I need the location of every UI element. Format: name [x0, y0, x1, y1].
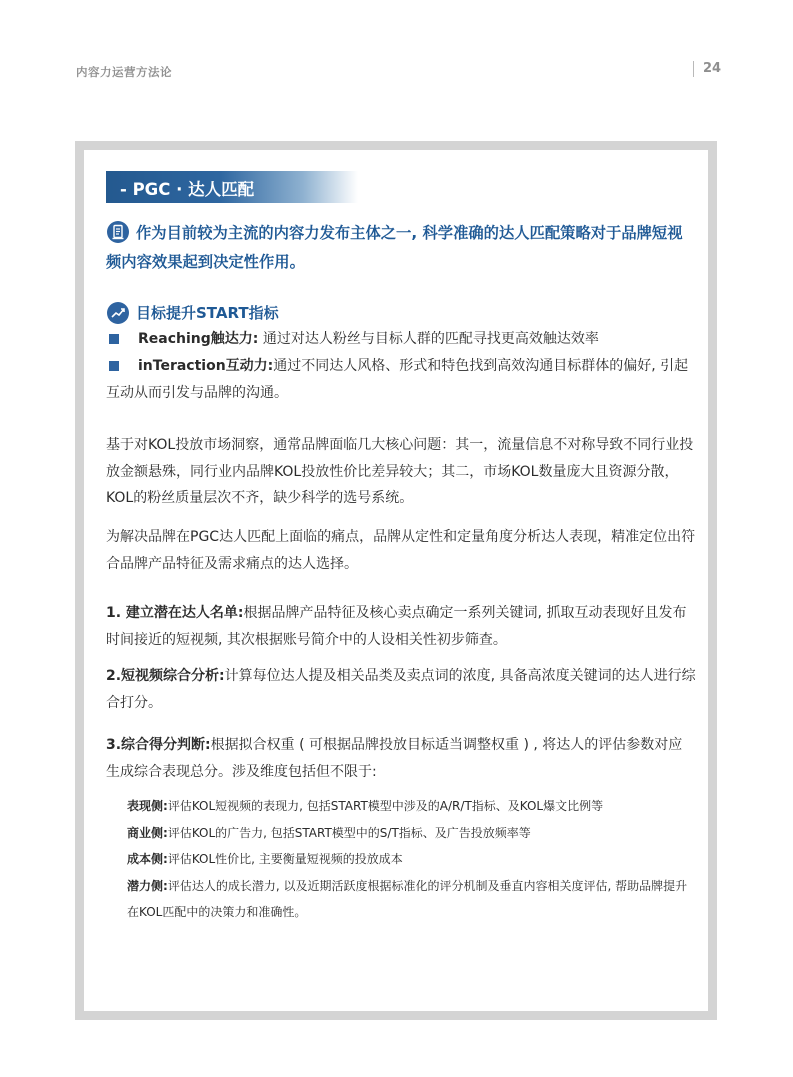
intro-statement: 作为目前较为主流的内容力发布主体之一, 科学准确的达人匹配策略对于品牌短视频内容效果起到决定性作用。: [106, 224, 683, 271]
paragraph-market-insight: 基于对KOL投放市场洞察，通常品牌面临几大核心问题：其一，流量信息不对称导致不同行业投放金额悬殊，同行业内品牌KOL投放性价比差异较大；其二，市场KOL数量庞大且资源分散，KOL的粉丝质量层次不齐，缺少科学的选号系统。: [106, 437, 694, 506]
header-divider: [693, 61, 694, 77]
dimension-label: 成本侧:: [127, 852, 168, 866]
bullet-item-reaching: [106, 326, 696, 353]
dimension-commercial: [127, 820, 692, 846]
dimension-text: 评估KOL的广告力, 包括START模型中的S/T指标、及广告投放频率等: [167, 826, 531, 840]
bullet-label: Reaching触达力:: [138, 331, 259, 347]
bullet-square-icon: [109, 334, 119, 344]
bullet-text: 通过不同达人风格、形式和特色找到高效沟通目标群体的偏好, 引起互动从而引发与品牌的沟通。: [106, 358, 689, 401]
step-text: 计算每位达人提及相关品类及卖点词的浓度, 具备高浓度关键词的达人进行综合打分。: [106, 668, 696, 711]
paragraph-solution: 为解决品牌在PGC达人匹配上面临的痛点，品牌从定性和定量角度分析达人表现，精准定位出符合品牌产品特征及需求痛点的达人选择。: [106, 529, 696, 572]
growth-chart-icon: [107, 302, 129, 324]
page-header-title: 内容力运营方法论: [76, 65, 172, 79]
step-label: 2.短视频综合分析:: [106, 668, 225, 684]
dimension-text: 评估达人的成长潜力, 以及近期活跃度根据标准化的评分机制及垂直内容相关度评估, 帮助品牌提升在KOL匹配中的决策力和准确性。: [127, 879, 688, 919]
bullet-item-interaction: [106, 353, 696, 406]
step-text: 根据拟合权重 ( 可根据品牌投放目标适当调整权重 ) , 将达人的评估参数对应生成综合表现总分。涉及维度包括但不限于:: [106, 737, 683, 780]
step-text: 根据品牌产品特征及核心卖点确定一系列关键词, 抓取互动表现好且发布时间接近的短视频, 其次根据账号简介中的人设相关性初步筛查。: [106, 605, 687, 648]
dimension-label: 表现侧:: [127, 799, 168, 813]
dimension-text: 评估KOL短视频的表现力, 包括START模型中涉及的A/R/T指标、及KOL爆文比例等: [167, 799, 604, 813]
step-1: [106, 600, 696, 653]
section-banner: [106, 171, 358, 203]
dimension-cost: [127, 846, 692, 872]
bullet-label: inTeraction互动力:: [138, 358, 274, 374]
section-title: 目标提升START指标: [136, 304, 279, 322]
dimension-potential: [127, 873, 692, 925]
step-label: 1. 建立潜在达人名单:: [106, 605, 244, 621]
page-number: 24: [703, 61, 722, 76]
step-3: [106, 732, 696, 785]
step-2: [106, 663, 696, 716]
bullet-square-icon: [109, 361, 119, 371]
bullet-text: 通过对达人粉丝与目标人群的匹配寻找更高效触达效率: [258, 331, 599, 347]
dimension-text: 评估KOL性价比, 主要衡量短视频的投放成本: [167, 852, 403, 866]
banner-title: - PGC · 达人匹配: [120, 180, 255, 199]
dimension-label: 商业侧:: [127, 826, 168, 840]
dimension-label: 潜力侧:: [127, 879, 168, 893]
dimension-performance: [127, 793, 692, 819]
step-label: 3.综合得分判断:: [106, 737, 211, 753]
